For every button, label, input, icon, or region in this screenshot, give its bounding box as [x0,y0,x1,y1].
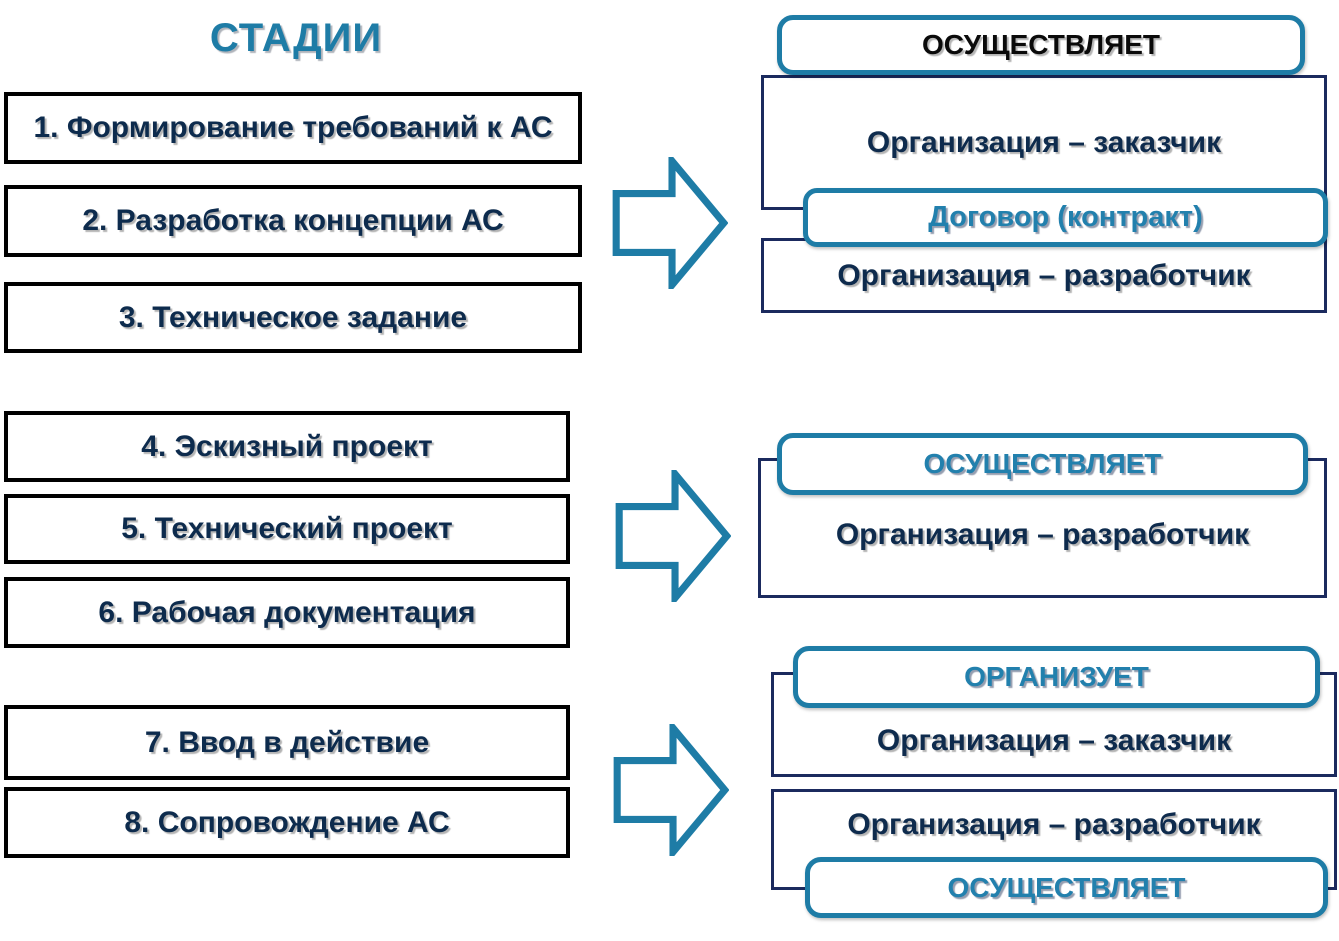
stage-label: 4. Эскизный проект [141,429,433,463]
stage-label: 1. Формирование требований к АС [33,111,553,144]
group1-header-label: ОСУЩЕСТВЛЯЕТ [922,29,1160,60]
group1-contract-badge [803,188,1328,247]
stage-label: 2. Разработка концепции АС [82,204,504,237]
customer-label: Организация – заказчик [876,723,1232,757]
group3-footer-badge [805,857,1328,918]
right-arrow-icon [613,724,729,856]
group3-header-badge [793,646,1320,708]
contract-label: Договор (контракт) [928,201,1203,233]
stage-label: 3. Техническое задание [118,300,468,334]
right-arrow-icon [612,157,728,289]
page-title: СТАДИИ [209,16,383,60]
developer-label: Организация – разработчик [835,518,1250,551]
developer-label: Организация – разработчик [847,807,1261,841]
developer-label: Организация – разработчик [837,258,1251,292]
group2-header-badge [777,433,1308,495]
group2-header-label: ОСУЩЕСТВЛЯЕТ [923,448,1162,479]
stage-box-7 [4,705,570,780]
stage-box-4 [4,411,570,482]
stage-label: 7. Ввод в действие [144,725,430,759]
stage-box-6 [4,577,570,648]
stage-label: 6. Рабочая документация [98,595,476,629]
stage-box-3 [4,282,582,353]
group3-footer-label: ОСУЩЕСТВЛЯЕТ [947,871,1186,903]
stage-box-8 [4,787,570,858]
group3-header-label: ОРГАНИЗУЕТ [964,661,1149,692]
right-arrow-icon [615,470,731,602]
stage-label: 5. Технический проект [121,512,453,545]
stage-box-2 [4,185,582,257]
stage-label: 8. Сопровождение АС [124,805,450,839]
stage-box-1 [4,92,582,164]
group1-header-badge [777,15,1305,75]
customer-label: Организация – заказчик [866,125,1222,159]
group1-developer-box [761,238,1327,313]
stage-box-5 [4,494,570,564]
